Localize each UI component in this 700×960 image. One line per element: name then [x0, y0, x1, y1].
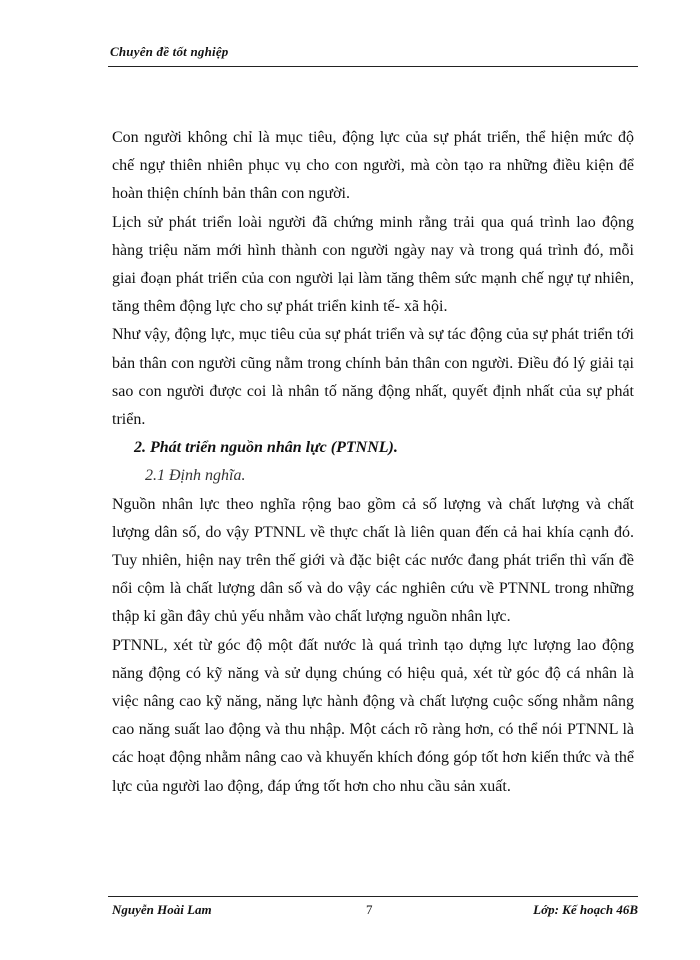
- header-divider: [108, 66, 638, 67]
- paragraph-2: Lịch sử phát triển loài người đã chứng minh rằng trải qua quá trình lao động hàng triệu năm mới hình thành con người ngày nay và trong quá trình đó, mỗi giai đoạn phát triển của con người lại làm tăng thêm sức mạnh chế ngự tự nhiên, tăng thêm động lực cho sự phát triển kinh tế- xã hội.: [112, 213, 634, 316]
- paragraph-5: PTNNL, xét từ góc độ một đất nước là quá trình tạo dựng lực lượng lao động năng động có kỹ năng và sử dụng chúng có hiệu quả, xét từ góc độ cá nhân là việc nâng cao kỹ năng, năng lực hành động và chất lượng cuộc sống nhằm nâng cao năng suất lao động và thu nhập. Một cách rõ ràng hơn, có thể nói PTNNL là các hoạt động nhằm nâng cao và khuyến khích đóng góp tốt hơn kiến thức và thể lực của người lao động, đáp ứng tốt hơn cho nhu cầu sản xuất.: [112, 636, 634, 795]
- subsection-heading-2-1: 2.1 Định nghĩa.: [145, 467, 246, 485]
- footer-divider: [108, 896, 638, 897]
- page-header-title: Chuyên đề tốt nghiệp: [110, 44, 229, 59]
- footer-class-label: Lớp: Kế hoạch 46B: [533, 902, 638, 917]
- footer-author: Nguyễn Hoài Lam: [112, 902, 212, 917]
- paragraph-1: Con người không chỉ là mục tiêu, động lực của sự phát triển, thể hiện mức độ chế ngự thiên nhiên phục vụ cho con người, mà còn tạo ra những điều kiện để hoàn thiện chính bản thân con người.: [112, 129, 634, 203]
- section-heading-2: 2. Phát triển nguồn nhân lực (PTNNL).: [134, 439, 398, 457]
- document-body: [112, 124, 634, 801]
- footer-page-number: 7: [366, 902, 373, 917]
- paragraph-3: Như vậy, động lực, mục tiêu của sự phát triển và sự tác động của sự phát triển tới bản thân con người cũng nằm trong chính bản thân con người. Điều đó lý giải tại sao con người được coi là nhân tố năng động nhất, quyết định nhất của sự phát triển.: [112, 326, 634, 429]
- paragraph-4: Nguồn nhân lực theo nghĩa rộng bao gồm cả số lượng và chất lượng và chất lượng dân số, do vậy PTNNL về thực chất là liên quan đến cả hai khía cạnh đó. Tuy nhiên, hiện nay trên thế giới và đặc biệt các nước đang phát triển thì vấn đề nổi cộm là chất lượng dân số và do vậy các nghiên cứu về PTNNL trong những thập kỉ gần đây chủ yếu nhằm vào chất lượng nguồn nhân lực.: [112, 495, 634, 626]
